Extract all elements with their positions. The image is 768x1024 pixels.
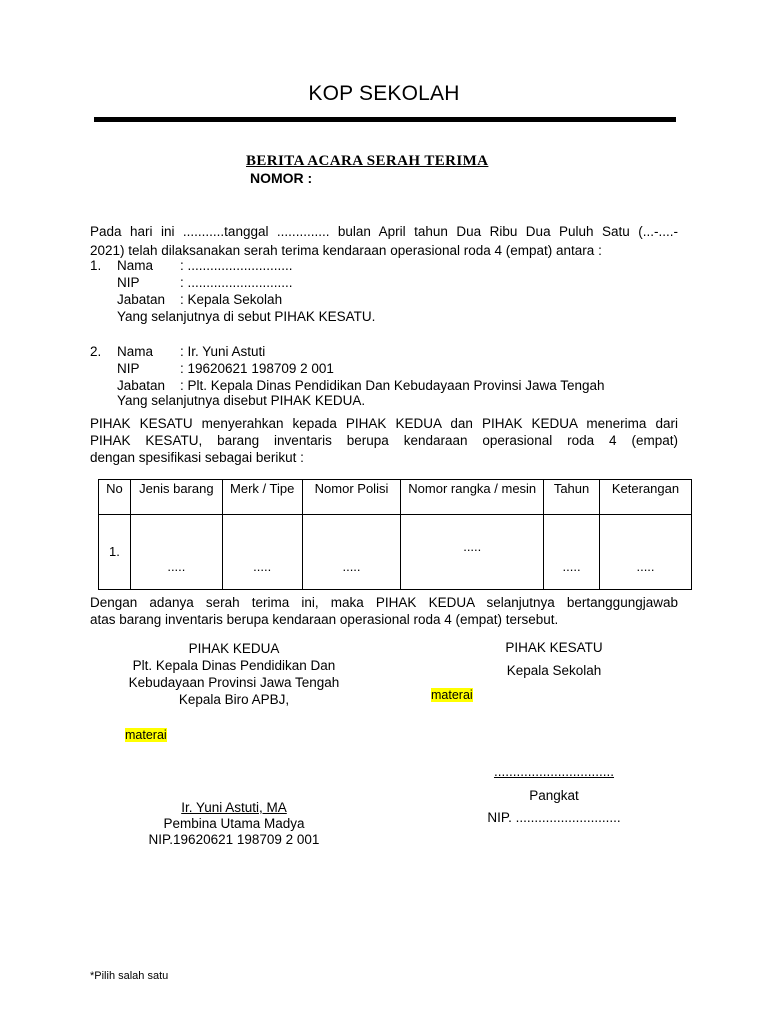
signature-left [105, 640, 363, 708]
table-cell: ..... [130, 515, 222, 590]
table-header-cell: Tahun [544, 480, 600, 515]
letterhead-divider [94, 117, 676, 122]
table-cell: ..... [600, 515, 692, 590]
document-number-label: NOMOR : [250, 170, 313, 186]
signatory-right-rank: Pangkat [529, 788, 579, 803]
party-1-nip-label: NIP [117, 275, 140, 290]
signature-left-line-1: Plt. Kepala Dinas Pendidikan Dan [132, 658, 336, 673]
signature-right [460, 640, 648, 678]
party-2-position-label: Jabatan [117, 378, 166, 393]
party-2-nip-label: NIP [117, 361, 140, 376]
table-cell-text: 1. [109, 544, 120, 559]
party-2-nip-value: : 19620621 198709 2 001 [180, 361, 334, 376]
intro-line-1: Pada hari ini ...........tanggal .............. bulan April tahun Dua Ribu Dua Puluh Satu (...-....- [90, 224, 678, 239]
table-cell: ..... [222, 515, 302, 590]
table-cell: ..... [302, 515, 401, 590]
signatory-right-nip: NIP. ............................ [487, 810, 621, 825]
party-1-position-label: Jabatan [117, 292, 166, 307]
party-2-name-label: Nama [117, 344, 154, 359]
table-cell: ..... [544, 515, 600, 590]
party-2-position-value: : Plt. Kepala Dinas Pendidikan Dan Kebudayaan Provinsi Jawa Tengah [180, 378, 605, 393]
inventory-table [98, 479, 692, 590]
signatory-left-nip: NIP.19620621 198709 2 001 [148, 832, 320, 847]
handover-line-1: PIHAK KESATU menyerahkan kepada PIHAK KEDUA dan PIHAK KEDUA menerima dari [90, 416, 678, 431]
table-header-cell: Keterangan [600, 480, 692, 515]
signature-right-line-1: Kepala Sekolah [506, 663, 602, 678]
signature-right-footer [460, 764, 648, 826]
table-header-cell: Merk / Tipe [222, 480, 302, 515]
stamp-placeholder-left: materai [125, 728, 167, 742]
handover-line-2: PIHAK KESATU, barang inventaris berupa kendaraan operasional roda 4 (empat) [90, 433, 678, 448]
table-header-cell: Jenis barang [130, 480, 222, 515]
party-1-name-value: : ............................ [180, 258, 293, 273]
handover-paragraph [90, 415, 678, 466]
table-cell [99, 515, 131, 590]
closing-line-2: atas barang inventaris berupa kendaraan operasional roda 4 (empat) tersebut. [90, 612, 559, 627]
party-2-closing: Yang selanjutnya disebut PIHAK KEDUA. [117, 393, 366, 408]
signature-left-line-3: Kepala Biro APBJ, [178, 692, 290, 707]
signature-left-footer [105, 800, 363, 848]
document-title: BERITA ACARA SERAH TERIMA [246, 153, 489, 169]
signature-left-role: PIHAK KEDUA [188, 641, 280, 656]
party-2-number: 2. [90, 344, 102, 359]
letterhead-placeholder: KOP SEKOLAH [308, 82, 460, 105]
signatory-right-name: ................................ [493, 764, 615, 779]
stamp-placeholder-right: materai [431, 688, 473, 702]
closing-line-1: Dengan adanya serah terima ini, maka PIHAK KEDUA selanjutnya bertanggungjawab [90, 595, 678, 610]
party-2-name-value: : Ir. Yuni Astuti [180, 344, 266, 359]
signature-left-line-2: Kebudayaan Provinsi Jawa Tengah [128, 675, 340, 690]
footnote: *Pilih salah satu [90, 970, 169, 982]
table-header-row [99, 480, 692, 515]
party-1-name-label: Nama [117, 258, 154, 273]
table-row [99, 515, 692, 590]
table-header-cell: Nomor rangka / mesin [401, 480, 544, 515]
closing-paragraph [90, 594, 678, 628]
party-1-nip-value: : ............................ [180, 275, 293, 290]
party-1-position-value: : Kepala Sekolah [180, 292, 283, 307]
signature-right-role: PIHAK KESATU [505, 640, 603, 655]
intro-line-2: 2021) telah dilaksanakan serah terima kendaraan operasional roda 4 (empat) antara : [90, 243, 602, 258]
table-header-cell: No [99, 480, 131, 515]
intro-paragraph [90, 222, 678, 260]
party-1-closing: Yang selanjutnya di sebut PIHAK KESATU. [117, 309, 376, 324]
signatory-left-rank: Pembina Utama Madya [163, 816, 305, 831]
table-cell: ..... [401, 515, 544, 590]
signatory-left-name: Ir. Yuni Astuti, MA [181, 800, 287, 815]
party-1-number: 1. [90, 258, 102, 273]
handover-line-3: dengan spesifikasi sebagai berikut : [90, 450, 304, 465]
table-header-cell: Nomor Polisi [302, 480, 401, 515]
